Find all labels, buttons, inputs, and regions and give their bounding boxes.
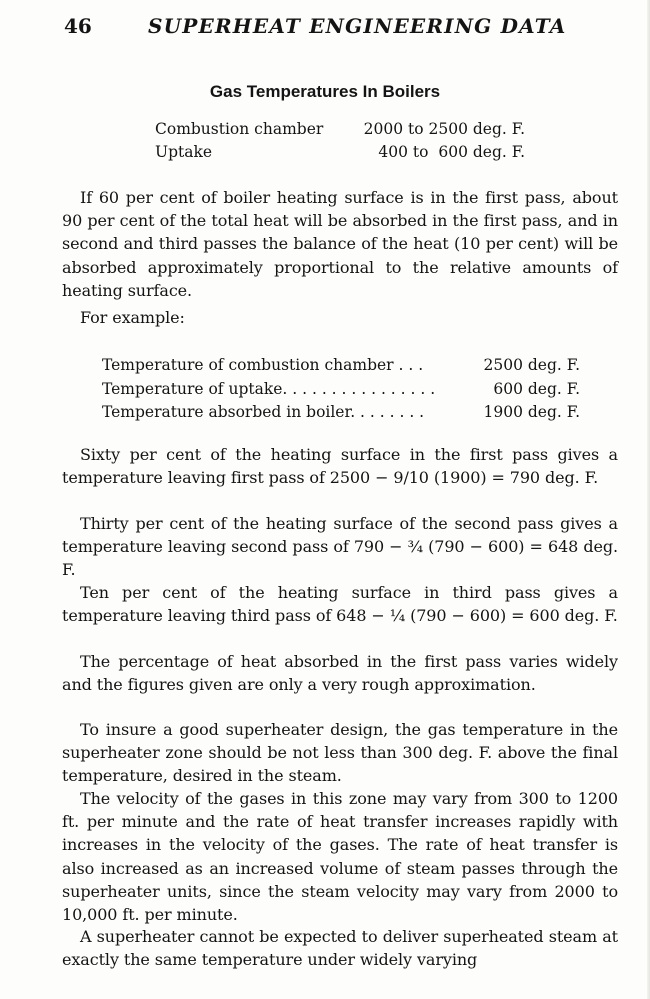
running-head — [64, 14, 624, 42]
example-row — [102, 401, 580, 425]
gas-temperature-table — [155, 118, 525, 164]
paragraph-for-example: For example: — [80, 308, 185, 327]
paragraph-intro: If 60 per cent of boiler heating surface is in the first pass, about 90 per cent of the total heat will be absorbed in the first pass, and in second and third passes the balance of the heat (10 per cent) will be absorbed approximately proportional to the relative amounts of heating surface. — [62, 188, 618, 300]
paragraph-percentage: The percentage of heat absorbed in the first pass varies widely and the figures given are only a very rough approximation. — [62, 652, 618, 695]
section-heading: Gas Temperatures In Boilers — [209, 82, 441, 101]
temperature-row-uptake — [155, 141, 525, 164]
example-row — [102, 378, 580, 402]
example-temperature-table — [102, 354, 580, 425]
example-value: 2500 deg. F. — [483, 356, 580, 374]
example-value: 600 deg. F. — [493, 379, 580, 398]
example-label: Temperature of combustion chamber . . . — [102, 356, 424, 374]
example-label: Temperature of uptake. . . . . . . . . . . . . . . . — [102, 379, 436, 398]
temperature-label: Uptake — [155, 143, 213, 161]
example-label: Temperature absorbed in boiler. . . . . . . . — [102, 403, 425, 421]
paragraph-closing: A superheater cannot be expected to deliver superheated steam at exactly the same temperature under widely varying — [62, 927, 618, 970]
temperature-row-combustion-chamber — [155, 118, 525, 141]
temperature-range: 2000 to 2500 deg. F. — [363, 120, 525, 138]
book-title: SUPERHEAT ENGINEERING DATA — [148, 14, 567, 38]
paragraph-third-pass: Ten per cent of the heating surface in third pass gives a temperature leaving third pass of 648 − ¼ (790 − 600) = 600 deg. F. — [62, 583, 618, 626]
paragraph-velocity: The velocity of the gases in this zone may vary from 300 to 1200 ft. per minute and the rate of heat transfer increases rapidly with increases in the velocity of the gases. The rate of heat transfer is also increased as an increased volume of steam passes through the superheater units, since the steam velocity may vary from 2000 to 10,000 ft. per minute. — [62, 789, 618, 925]
paragraph-design: To insure a good superheater design, the gas temperature in the superheater zone should be not less than 300 deg. F. above the final temperature, desired in the steam. — [62, 720, 618, 786]
temperature-label: Combustion chamber — [155, 120, 324, 138]
example-value: 1900 deg. F. — [483, 403, 580, 421]
paragraph-first-pass: Sixty per cent of the heating surface in the first pass gives a temperature leaving first pass of 2500 − 9/10 (1900) = 790 deg. F. — [62, 445, 618, 488]
page-number: 46 — [64, 14, 92, 38]
paragraph-second-pass: Thirty per cent of the heating surface of the second pass gives a temperature leaving second pass of 790 − ¾ (790 − 600) = 648 deg. F. — [62, 514, 618, 580]
example-row — [102, 354, 580, 378]
temperature-range: 400 to 600 deg. F. — [378, 143, 525, 161]
